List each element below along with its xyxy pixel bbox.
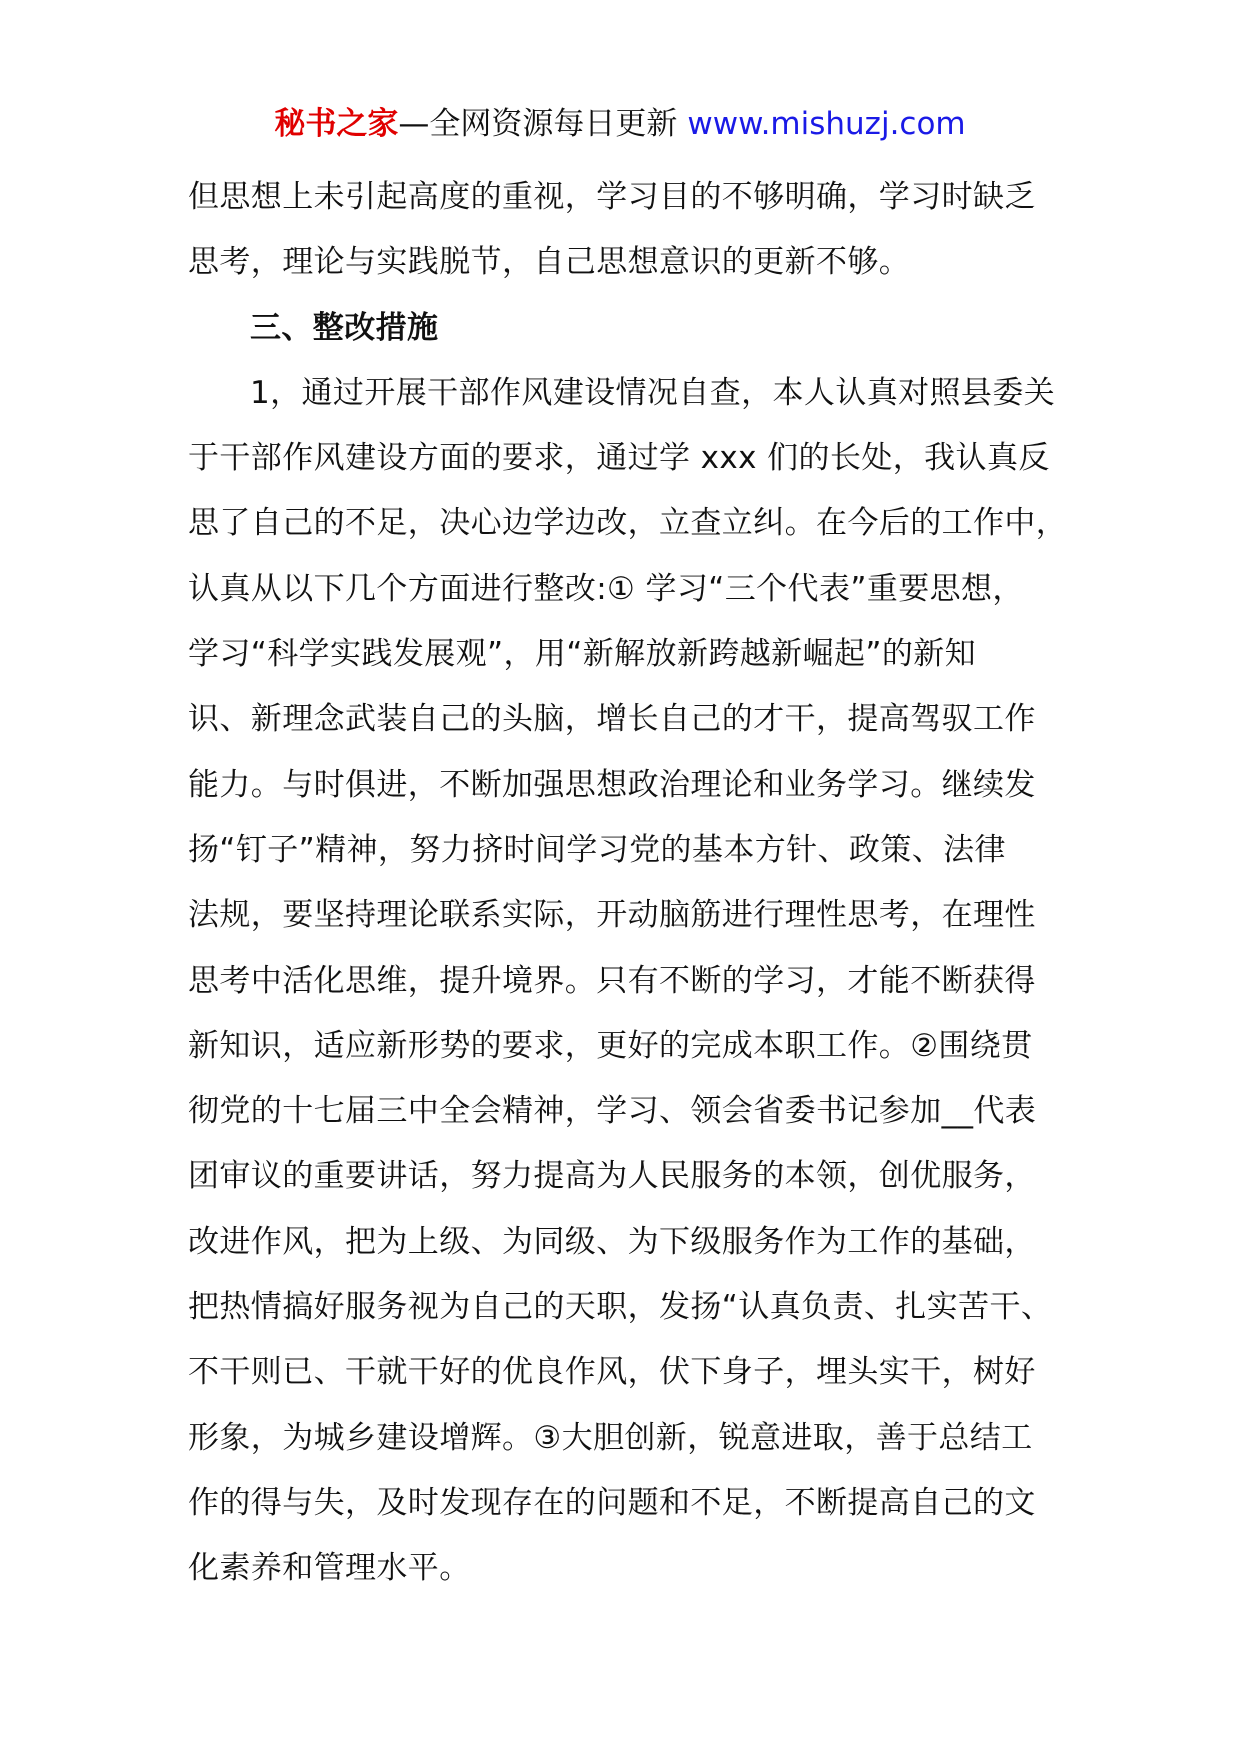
text-line: 识、新理念武装自己的头脑，增长自己的才干，提高驾驭工作: [188, 701, 1036, 738]
brand-name: 秘书之家: [274, 106, 399, 142]
text-line: 但思想上未引起高度的重视，学习目的不够明确，学习时缺乏: [188, 179, 1036, 215]
text-line: 团审议的重要讲话，努力提高为人民服务的本领，创优服务，: [188, 1158, 1036, 1195]
text-line: 思了自己的不足，决心边学边改，立查立纠。在今后的工作中，: [188, 505, 1068, 542]
text-line: 能力。与时俱进，不断加强思想政治理论和业务学习。继续发: [188, 766, 1036, 803]
text-line: 思考，理论与实践脱节，自己思想意识的更新不够。: [188, 244, 911, 281]
text-line: 认真从以下几个方面进行整改:① 学习“三个代表”重要思想，: [188, 570, 1024, 607]
site-url-link[interactable]: www.mishuzj.com: [687, 106, 966, 142]
document-body: [188, 165, 1088, 1602]
header-slogan: —全网资源每日更新: [398, 106, 678, 142]
section-heading: 三、整改措施: [250, 309, 439, 346]
text-line: 法规，要坚持理论联系实际，开动脑筋进行理性思考，在理性: [188, 897, 1036, 934]
page-header: [0, 100, 1240, 148]
text-line: 思考中活化思维，提升境界。只有不断的学习，才能不断获得: [188, 962, 1036, 999]
text-line: 不干则已、干就干好的优良作风，伏下身子，埋头实干，树好: [188, 1354, 1036, 1391]
text-line: 改进作风，把为上级、为同级、为下级服务作为工作的基础，: [188, 1223, 1036, 1260]
text-line: 形象，为城乡建设增辉。③大胆创新，锐意进取，善于总结工: [188, 1419, 1033, 1456]
text-line: 扬“钉子”精神，努力挤时间学习党的基本方针、政策、法律: [188, 831, 1006, 868]
text-line: 把热情搞好服务视为自己的天职，发扬“认真负责、扎实苦干、: [188, 1289, 1053, 1326]
text-line: 学习“科学实践发展观”，用“新解放新跨越新崛起”的新知: [188, 636, 977, 673]
text-line: 彻党的十七届三中全会精神，学习、领会省委书记参加__代表: [188, 1093, 1037, 1130]
text-line: 化素养和管理水平。: [188, 1550, 471, 1587]
paragraph-start-line: 1，通过开展干部作风建设情况自查，本人认真对照县委关: [250, 374, 1056, 411]
text-line: 作的得与失，及时发现存在的问题和不足，不断提高自己的文: [188, 1484, 1036, 1521]
text-line: 于干部作风建设方面的要求，通过学 xxx 们的长处，我认真反: [188, 440, 1050, 477]
text-line: 新知识，适应新形势的要求，更好的完成本职工作。②围绕贯: [188, 1027, 1033, 1064]
